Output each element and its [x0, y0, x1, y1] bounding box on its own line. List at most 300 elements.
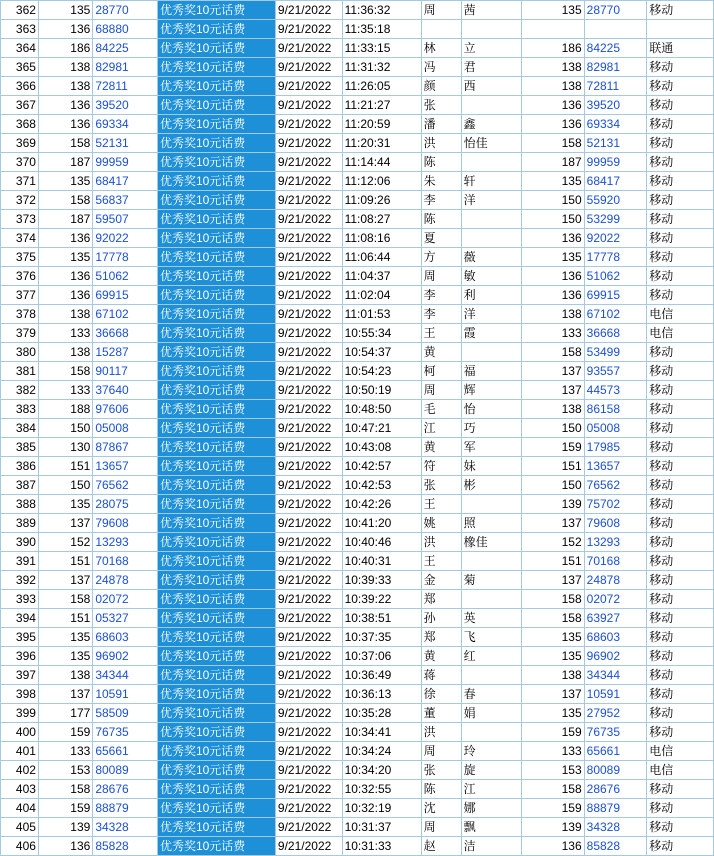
time-cell[interactable]: 10:36:13	[342, 685, 421, 704]
prefix-cell[interactable]: 138	[38, 58, 92, 77]
row-number-cell[interactable]: 378	[1, 305, 39, 324]
time-cell[interactable]: 10:39:22	[342, 590, 421, 609]
date-cell[interactable]: 9/21/2022	[275, 400, 342, 419]
date-cell[interactable]: 9/21/2022	[275, 96, 342, 115]
carrier-cell[interactable]: 移动	[647, 495, 714, 514]
given-name-cell[interactable]: 妹	[461, 457, 522, 476]
time-cell[interactable]: 11:08:16	[342, 229, 421, 248]
code-cell[interactable]: 79608	[93, 514, 158, 533]
given-name-cell[interactable]: 鑫	[461, 115, 522, 134]
code2-cell[interactable]: 76735	[584, 723, 647, 742]
surname-cell[interactable]: 赵	[421, 837, 461, 856]
table-row[interactable]	[1, 666, 714, 685]
carrier-cell[interactable]: 移动	[647, 343, 714, 362]
given-name-cell[interactable]	[461, 552, 522, 571]
table-row[interactable]	[1, 343, 714, 362]
prize-cell[interactable]: 优秀奖10元话费	[157, 248, 275, 267]
prize-cell[interactable]: 优秀奖10元话费	[157, 628, 275, 647]
carrier-cell[interactable]: 移动	[647, 628, 714, 647]
date-cell[interactable]: 9/21/2022	[275, 115, 342, 134]
prize-cell[interactable]: 优秀奖10元话费	[157, 666, 275, 685]
row-number-cell[interactable]: 371	[1, 172, 39, 191]
code-cell[interactable]: 58509	[93, 704, 158, 723]
time-cell[interactable]: 10:31:37	[342, 818, 421, 837]
given-name-cell[interactable]: 江	[461, 780, 522, 799]
surname-cell[interactable]: 张	[421, 476, 461, 495]
prefix-cell[interactable]: 136	[38, 286, 92, 305]
given-name-cell[interactable]	[461, 590, 522, 609]
code2-cell[interactable]: 53499	[584, 343, 647, 362]
prize-cell[interactable]: 优秀奖10元话费	[157, 39, 275, 58]
carrier-cell[interactable]: 移动	[647, 400, 714, 419]
prize-cell[interactable]: 优秀奖10元话费	[157, 77, 275, 96]
code2-cell[interactable]: 05008	[584, 419, 647, 438]
code2-cell[interactable]: 69334	[584, 115, 647, 134]
table-row[interactable]	[1, 723, 714, 742]
surname-cell[interactable]: 姚	[421, 514, 461, 533]
date-cell[interactable]: 9/21/2022	[275, 153, 342, 172]
prize-cell[interactable]: 优秀奖10元话费	[157, 343, 275, 362]
prefix2-cell[interactable]: 150	[522, 419, 585, 438]
carrier-cell[interactable]: 移动	[647, 362, 714, 381]
row-number-cell[interactable]: 402	[1, 761, 39, 780]
row-number-cell[interactable]: 403	[1, 780, 39, 799]
prefix2-cell[interactable]: 135	[522, 248, 585, 267]
row-number-cell[interactable]: 366	[1, 77, 39, 96]
table-row[interactable]	[1, 628, 714, 647]
given-name-cell[interactable]: 红	[461, 647, 522, 666]
row-number-cell[interactable]: 393	[1, 590, 39, 609]
time-cell[interactable]: 11:20:31	[342, 134, 421, 153]
code2-cell[interactable]: 52131	[584, 134, 647, 153]
carrier-cell[interactable]: 移动	[647, 58, 714, 77]
table-row[interactable]	[1, 39, 714, 58]
date-cell[interactable]: 9/21/2022	[275, 267, 342, 286]
code2-cell[interactable]: 84225	[584, 39, 647, 58]
code2-cell[interactable]: 79608	[584, 514, 647, 533]
surname-cell[interactable]: 方	[421, 248, 461, 267]
given-name-cell[interactable]	[461, 723, 522, 742]
time-cell[interactable]: 11:31:32	[342, 58, 421, 77]
prize-cell[interactable]: 优秀奖10元话费	[157, 381, 275, 400]
date-cell[interactable]: 9/21/2022	[275, 533, 342, 552]
code2-cell[interactable]: 10591	[584, 685, 647, 704]
row-number-cell[interactable]: 369	[1, 134, 39, 153]
surname-cell[interactable]: 蒋	[421, 666, 461, 685]
code2-cell[interactable]: 53299	[584, 210, 647, 229]
given-name-cell[interactable]: 巧	[461, 419, 522, 438]
row-number-cell[interactable]: 364	[1, 39, 39, 58]
time-cell[interactable]: 10:34:20	[342, 761, 421, 780]
carrier-cell[interactable]: 移动	[647, 229, 714, 248]
table-row[interactable]	[1, 115, 714, 134]
prize-cell[interactable]: 优秀奖10元话费	[157, 704, 275, 723]
prefix-cell[interactable]: 133	[38, 742, 92, 761]
prefix2-cell[interactable]: 136	[522, 286, 585, 305]
code-cell[interactable]: 68603	[93, 628, 158, 647]
code2-cell[interactable]: 82981	[584, 58, 647, 77]
given-name-cell[interactable]: 彬	[461, 476, 522, 495]
prize-cell[interactable]: 优秀奖10元话费	[157, 229, 275, 248]
code2-cell[interactable]: 92022	[584, 229, 647, 248]
surname-cell[interactable]: 李	[421, 191, 461, 210]
carrier-cell[interactable]: 移动	[647, 818, 714, 837]
code2-cell[interactable]: 86158	[584, 400, 647, 419]
prefix2-cell[interactable]: 133	[522, 324, 585, 343]
prize-cell[interactable]: 优秀奖10元话费	[157, 761, 275, 780]
code-cell[interactable]: 39520	[93, 96, 158, 115]
carrier-cell[interactable]: 移动	[647, 381, 714, 400]
prefix2-cell[interactable]: 138	[522, 305, 585, 324]
time-cell[interactable]: 11:12:06	[342, 172, 421, 191]
prefix2-cell[interactable]: 139	[522, 818, 585, 837]
code2-cell[interactable]: 80089	[584, 761, 647, 780]
table-row[interactable]	[1, 438, 714, 457]
prize-cell[interactable]: 优秀奖10元话费	[157, 58, 275, 77]
time-cell[interactable]: 11:09:26	[342, 191, 421, 210]
code2-cell[interactable]: 69915	[584, 286, 647, 305]
table-row[interactable]	[1, 685, 714, 704]
carrier-cell[interactable]: 移动	[647, 799, 714, 818]
code2-cell[interactable]: 67102	[584, 305, 647, 324]
prefix2-cell[interactable]: 186	[522, 39, 585, 58]
prefix-cell[interactable]: 135	[38, 628, 92, 647]
prize-cell[interactable]: 优秀奖10元话费	[157, 780, 275, 799]
date-cell[interactable]: 9/21/2022	[275, 305, 342, 324]
code2-cell[interactable]: 24878	[584, 571, 647, 590]
table-row[interactable]	[1, 210, 714, 229]
carrier-cell[interactable]: 电信	[647, 305, 714, 324]
given-name-cell[interactable]	[461, 229, 522, 248]
row-number-cell[interactable]: 405	[1, 818, 39, 837]
given-name-cell[interactable]: 春	[461, 685, 522, 704]
carrier-cell[interactable]: 移动	[647, 666, 714, 685]
given-name-cell[interactable]	[461, 20, 522, 39]
code2-cell[interactable]: 93557	[584, 362, 647, 381]
prize-cell[interactable]: 优秀奖10元话费	[157, 172, 275, 191]
row-number-cell[interactable]: 379	[1, 324, 39, 343]
date-cell[interactable]: 9/21/2022	[275, 324, 342, 343]
carrier-cell[interactable]: 移动	[647, 153, 714, 172]
time-cell[interactable]: 11:01:53	[342, 305, 421, 324]
code-cell[interactable]: 69334	[93, 115, 158, 134]
code2-cell[interactable]: 34344	[584, 666, 647, 685]
prefix-cell[interactable]: 151	[38, 609, 92, 628]
given-name-cell[interactable]: 洋	[461, 305, 522, 324]
prefix-cell[interactable]: 177	[38, 704, 92, 723]
prefix-cell[interactable]: 158	[38, 362, 92, 381]
table-row[interactable]	[1, 362, 714, 381]
given-name-cell[interactable]	[461, 666, 522, 685]
code2-cell[interactable]: 88879	[584, 799, 647, 818]
code2-cell[interactable]: 13293	[584, 533, 647, 552]
table-row[interactable]	[1, 704, 714, 723]
time-cell[interactable]: 10:40:31	[342, 552, 421, 571]
surname-cell[interactable]: 张	[421, 761, 461, 780]
code-cell[interactable]: 28075	[93, 495, 158, 514]
surname-cell[interactable]: 洪	[421, 134, 461, 153]
time-cell[interactable]: 10:54:23	[342, 362, 421, 381]
date-cell[interactable]: 9/21/2022	[275, 381, 342, 400]
prize-cell[interactable]: 优秀奖10元话费	[157, 514, 275, 533]
surname-cell[interactable]: 王	[421, 324, 461, 343]
code2-cell[interactable]: 34328	[584, 818, 647, 837]
carrier-cell[interactable]: 移动	[647, 115, 714, 134]
code-cell[interactable]: 84225	[93, 39, 158, 58]
prefix-cell[interactable]: 138	[38, 666, 92, 685]
code-cell[interactable]: 80089	[93, 761, 158, 780]
table-row[interactable]	[1, 58, 714, 77]
prefix2-cell[interactable]: 135	[522, 704, 585, 723]
prefix-cell[interactable]: 135	[38, 647, 92, 666]
date-cell[interactable]: 9/21/2022	[275, 286, 342, 305]
prefix-cell[interactable]: 158	[38, 780, 92, 799]
prefix2-cell[interactable]: 159	[522, 723, 585, 742]
prize-cell[interactable]: 优秀奖10元话费	[157, 96, 275, 115]
given-name-cell[interactable]	[461, 210, 522, 229]
surname-cell[interactable]	[421, 20, 461, 39]
code-cell[interactable]: 76562	[93, 476, 158, 495]
prefix-cell[interactable]: 137	[38, 571, 92, 590]
code-cell[interactable]: 10591	[93, 685, 158, 704]
date-cell[interactable]: 9/21/2022	[275, 685, 342, 704]
prefix2-cell[interactable]: 159	[522, 799, 585, 818]
surname-cell[interactable]: 陈	[421, 210, 461, 229]
carrier-cell[interactable]: 移动	[647, 514, 714, 533]
prize-cell[interactable]: 优秀奖10元话费	[157, 742, 275, 761]
table-row[interactable]	[1, 609, 714, 628]
surname-cell[interactable]: 周	[421, 1, 461, 20]
surname-cell[interactable]: 陈	[421, 780, 461, 799]
date-cell[interactable]: 9/21/2022	[275, 457, 342, 476]
prefix-cell[interactable]: 158	[38, 191, 92, 210]
surname-cell[interactable]: 周	[421, 742, 461, 761]
code2-cell[interactable]: 28676	[584, 780, 647, 799]
prize-cell[interactable]: 优秀奖10元话费	[157, 400, 275, 419]
prize-cell[interactable]: 优秀奖10元话费	[157, 1, 275, 20]
code-cell[interactable]: 02072	[93, 590, 158, 609]
given-name-cell[interactable]: 辉	[461, 381, 522, 400]
row-number-cell[interactable]: 382	[1, 381, 39, 400]
prefix2-cell[interactable]: 139	[522, 495, 585, 514]
date-cell[interactable]: 9/21/2022	[275, 647, 342, 666]
carrier-cell[interactable]: 电信	[647, 742, 714, 761]
carrier-cell[interactable]: 移动	[647, 96, 714, 115]
prefix-cell[interactable]: 135	[38, 172, 92, 191]
code-cell[interactable]: 69915	[93, 286, 158, 305]
surname-cell[interactable]: 郑	[421, 590, 461, 609]
prize-cell[interactable]: 优秀奖10元话费	[157, 134, 275, 153]
carrier-cell[interactable]: 移动	[647, 286, 714, 305]
given-name-cell[interactable]: 轩	[461, 172, 522, 191]
code-cell[interactable]: 87867	[93, 438, 158, 457]
prefix-cell[interactable]: 135	[38, 495, 92, 514]
carrier-cell[interactable]: 移动	[647, 780, 714, 799]
code-cell[interactable]: 70168	[93, 552, 158, 571]
prefix-cell[interactable]: 188	[38, 400, 92, 419]
prize-cell[interactable]: 优秀奖10元话费	[157, 647, 275, 666]
prefix-cell[interactable]: 151	[38, 552, 92, 571]
date-cell[interactable]: 9/21/2022	[275, 58, 342, 77]
prefix2-cell[interactable]: 138	[522, 77, 585, 96]
prefix-cell[interactable]: 187	[38, 153, 92, 172]
date-cell[interactable]: 9/21/2022	[275, 191, 342, 210]
surname-cell[interactable]: 柯	[421, 362, 461, 381]
given-name-cell[interactable]: 飘	[461, 818, 522, 837]
time-cell[interactable]: 11:08:27	[342, 210, 421, 229]
row-number-cell[interactable]: 391	[1, 552, 39, 571]
code-cell[interactable]: 90117	[93, 362, 158, 381]
prefix2-cell[interactable]: 150	[522, 191, 585, 210]
given-name-cell[interactable]: 洁	[461, 837, 522, 856]
code-cell[interactable]: 65661	[93, 742, 158, 761]
row-number-cell[interactable]: 406	[1, 837, 39, 856]
row-number-cell[interactable]: 401	[1, 742, 39, 761]
prefix-cell[interactable]: 139	[38, 818, 92, 837]
prefix2-cell[interactable]: 151	[522, 552, 585, 571]
table-row[interactable]	[1, 742, 714, 761]
code2-cell[interactable]: 44573	[584, 381, 647, 400]
prefix-cell[interactable]: 159	[38, 799, 92, 818]
table-row[interactable]	[1, 761, 714, 780]
table-row[interactable]	[1, 590, 714, 609]
date-cell[interactable]: 9/21/2022	[275, 742, 342, 761]
code-cell[interactable]: 13657	[93, 457, 158, 476]
date-cell[interactable]: 9/21/2022	[275, 248, 342, 267]
given-name-cell[interactable]	[461, 153, 522, 172]
prefix2-cell[interactable]: 158	[522, 590, 585, 609]
row-number-cell[interactable]: 373	[1, 210, 39, 229]
row-number-cell[interactable]: 398	[1, 685, 39, 704]
code-cell[interactable]: 34344	[93, 666, 158, 685]
carrier-cell[interactable]: 移动	[647, 476, 714, 495]
row-number-cell[interactable]: 388	[1, 495, 39, 514]
code-cell[interactable]: 82981	[93, 58, 158, 77]
time-cell[interactable]: 10:39:33	[342, 571, 421, 590]
given-name-cell[interactable]: 军	[461, 438, 522, 457]
surname-cell[interactable]: 洪	[421, 723, 461, 742]
time-cell[interactable]: 10:40:46	[342, 533, 421, 552]
date-cell[interactable]: 9/21/2022	[275, 476, 342, 495]
surname-cell[interactable]: 沈	[421, 799, 461, 818]
given-name-cell[interactable]: 霞	[461, 324, 522, 343]
given-name-cell[interactable]: 茜	[461, 1, 522, 20]
code-cell[interactable]: 59507	[93, 210, 158, 229]
date-cell[interactable]: 9/21/2022	[275, 210, 342, 229]
time-cell[interactable]: 10:37:35	[342, 628, 421, 647]
code2-cell[interactable]: 39520	[584, 96, 647, 115]
prefix2-cell[interactable]: 138	[522, 400, 585, 419]
prefix2-cell[interactable]: 135	[522, 1, 585, 20]
surname-cell[interactable]: 江	[421, 419, 461, 438]
date-cell[interactable]: 9/21/2022	[275, 495, 342, 514]
table-row[interactable]	[1, 286, 714, 305]
carrier-cell[interactable]: 移动	[647, 685, 714, 704]
time-cell[interactable]: 10:50:19	[342, 381, 421, 400]
prefix-cell[interactable]: 158	[38, 134, 92, 153]
row-number-cell[interactable]: 384	[1, 419, 39, 438]
carrier-cell[interactable]: 移动	[647, 723, 714, 742]
code-cell[interactable]: 88879	[93, 799, 158, 818]
code2-cell[interactable]: 99959	[584, 153, 647, 172]
prefix-cell[interactable]: 136	[38, 20, 92, 39]
prefix2-cell[interactable]: 137	[522, 514, 585, 533]
given-name-cell[interactable]: 照	[461, 514, 522, 533]
prefix-cell[interactable]: 136	[38, 96, 92, 115]
date-cell[interactable]: 9/21/2022	[275, 172, 342, 191]
date-cell[interactable]: 9/21/2022	[275, 134, 342, 153]
table-row[interactable]	[1, 818, 714, 837]
table-row[interactable]	[1, 381, 714, 400]
prize-cell[interactable]: 优秀奖10元话费	[157, 267, 275, 286]
time-cell[interactable]: 11:20:59	[342, 115, 421, 134]
prize-cell[interactable]: 优秀奖10元话费	[157, 609, 275, 628]
surname-cell[interactable]: 符	[421, 457, 461, 476]
code-cell[interactable]: 37640	[93, 381, 158, 400]
prefix-cell[interactable]: 158	[38, 590, 92, 609]
code2-cell[interactable]: 85828	[584, 837, 647, 856]
carrier-cell[interactable]: 移动	[647, 134, 714, 153]
code-cell[interactable]: 76735	[93, 723, 158, 742]
code2-cell[interactable]: 02072	[584, 590, 647, 609]
row-number-cell[interactable]: 381	[1, 362, 39, 381]
prefix-cell[interactable]: 136	[38, 115, 92, 134]
code2-cell[interactable]: 68417	[584, 172, 647, 191]
given-name-cell[interactable]	[461, 495, 522, 514]
date-cell[interactable]: 9/21/2022	[275, 799, 342, 818]
prefix-cell[interactable]: 150	[38, 476, 92, 495]
carrier-cell[interactable]: 电信	[647, 324, 714, 343]
time-cell[interactable]: 11:04:37	[342, 267, 421, 286]
prize-cell[interactable]: 优秀奖10元话费	[157, 305, 275, 324]
given-name-cell[interactable]: 君	[461, 58, 522, 77]
prefix2-cell[interactable]: 133	[522, 742, 585, 761]
code-cell[interactable]: 05008	[93, 419, 158, 438]
surname-cell[interactable]: 徐	[421, 685, 461, 704]
table-row[interactable]	[1, 305, 714, 324]
prize-cell[interactable]: 优秀奖10元话费	[157, 552, 275, 571]
given-name-cell[interactable]: 橡佳	[461, 533, 522, 552]
carrier-cell[interactable]: 移动	[647, 267, 714, 286]
prefix2-cell[interactable]: 153	[522, 761, 585, 780]
date-cell[interactable]: 9/21/2022	[275, 571, 342, 590]
row-number-cell[interactable]: 385	[1, 438, 39, 457]
prefix2-cell[interactable]: 138	[522, 58, 585, 77]
row-number-cell[interactable]: 362	[1, 1, 39, 20]
row-number-cell[interactable]: 395	[1, 628, 39, 647]
carrier-cell[interactable]: 移动	[647, 248, 714, 267]
date-cell[interactable]: 9/21/2022	[275, 39, 342, 58]
time-cell[interactable]: 10:37:06	[342, 647, 421, 666]
table-row[interactable]	[1, 837, 714, 856]
prize-cell[interactable]: 优秀奖10元话费	[157, 799, 275, 818]
code2-cell[interactable]: 27952	[584, 704, 647, 723]
carrier-cell[interactable]: 移动	[647, 438, 714, 457]
code-cell[interactable]: 34328	[93, 818, 158, 837]
prefix2-cell[interactable]: 137	[522, 381, 585, 400]
given-name-cell[interactable]: 旋	[461, 761, 522, 780]
code-cell[interactable]: 51062	[93, 267, 158, 286]
code-cell[interactable]: 68417	[93, 172, 158, 191]
date-cell[interactable]: 9/21/2022	[275, 419, 342, 438]
table-row[interactable]	[1, 533, 714, 552]
surname-cell[interactable]: 夏	[421, 229, 461, 248]
date-cell[interactable]: 9/21/2022	[275, 514, 342, 533]
date-cell[interactable]: 9/21/2022	[275, 438, 342, 457]
time-cell[interactable]: 10:54:37	[342, 343, 421, 362]
date-cell[interactable]: 9/21/2022	[275, 723, 342, 742]
table-row[interactable]	[1, 134, 714, 153]
